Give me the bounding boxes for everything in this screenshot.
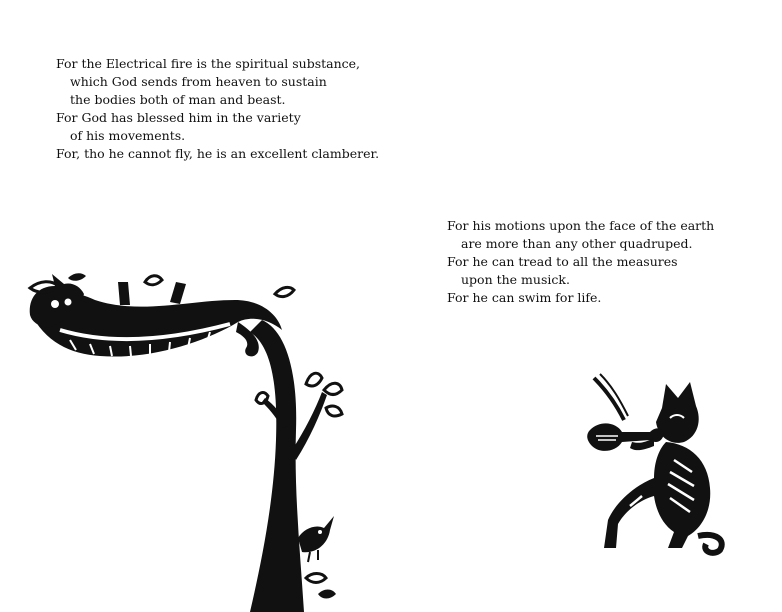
leaf <box>306 574 326 583</box>
leaf <box>318 590 336 599</box>
right-page-verse <box>447 217 714 307</box>
tree-trunk <box>250 320 304 612</box>
leaf <box>68 273 86 281</box>
verse-line: For he can tread to all the measures <box>447 254 678 269</box>
bird <box>298 516 334 552</box>
verse-line: are more than any other quadruped. <box>461 236 693 251</box>
leaf <box>145 276 162 285</box>
verse-line: For the Electrical fire is the spiritual substance, <box>56 56 361 71</box>
fiddle <box>587 423 664 451</box>
left-page-verse <box>56 55 379 163</box>
verse-line: of his movements. <box>70 128 186 143</box>
verse-line: For he can swim for life. <box>447 290 602 305</box>
verse-line: For God has blessed him in the variety <box>56 110 301 125</box>
verse-line: upon the musick. <box>461 272 570 287</box>
cat-on-branch-illustration <box>0 260 360 612</box>
verse-line: which God sends from heaven to sustain <box>70 74 327 89</box>
verse-line: For, tho he cannot fly, he is an excellent clamberer. <box>56 146 380 161</box>
leaf <box>256 393 268 404</box>
cat-tail <box>698 535 722 553</box>
cat-playing-fiddle-illustration <box>570 360 740 560</box>
cat-body <box>604 442 710 548</box>
leaf <box>306 373 322 386</box>
leaf <box>326 406 342 416</box>
verse-line: For his motions upon the face of the earth <box>447 218 715 233</box>
verse-line: the bodies both of man and beast. <box>70 92 286 107</box>
tree-branch <box>292 392 327 460</box>
leaf <box>324 383 342 394</box>
leaf <box>275 287 294 296</box>
